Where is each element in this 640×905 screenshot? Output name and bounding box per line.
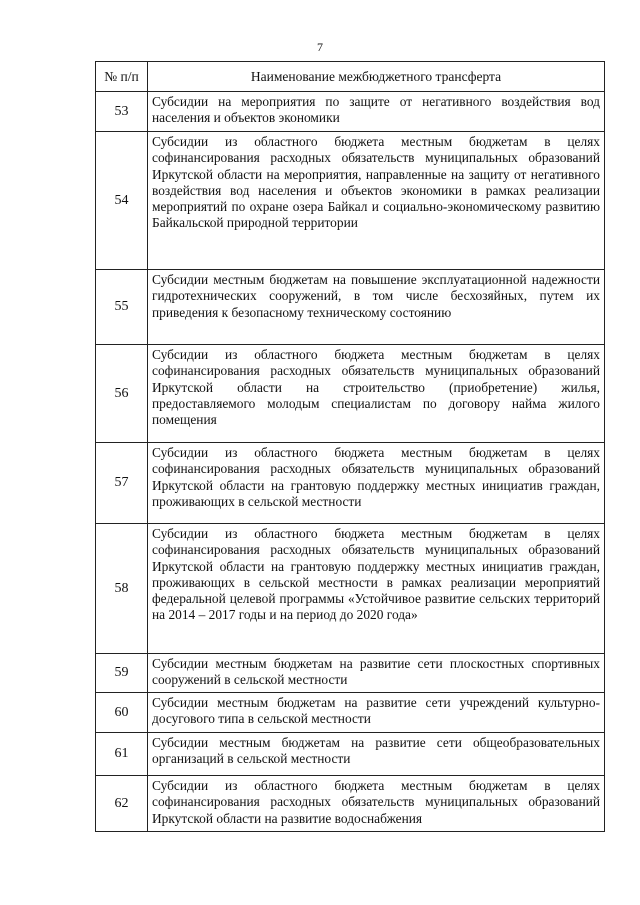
- row-number: 60: [96, 693, 148, 733]
- transfer-name: Субсидии местным бюджетам на повышение эксплуатационной надежности гидротехнических сооружений, в том числе бесхозяйных, путем их приведения к безопасному техническому состоянию: [148, 270, 605, 345]
- row-number: 55: [96, 270, 148, 345]
- transfer-name: Субсидии из областного бюджета местным бюджетам в целях софинансирования расходных обязательств муниципальных образований Иркутской области на мероприятия, направленные на защиту от негативного воздействия вод населения и объектов экономики в рамках реализации мероприятий по охране озера Байкал и социально-экономическому развитию Байкальской природной территории: [148, 132, 605, 270]
- table-row: [96, 270, 605, 345]
- table-row: [96, 132, 605, 270]
- row-number: 58: [96, 524, 148, 654]
- transfer-name: Субсидии местным бюджетам на развитие сети плоскостных спортивных сооружений в сельской местности: [148, 654, 605, 693]
- table-row: [96, 345, 605, 443]
- row-number: 59: [96, 654, 148, 693]
- transfers-table: [95, 61, 605, 832]
- transfer-name: Субсидии из областного бюджета местным бюджетам в целях софинансирования расходных обязательств муниципальных образований Иркутской области на грантовую поддержку местных инициатив граждан, проживающих в сельской местности в рамках реализации мероприятий федеральной целевой программы «Устойчивое развитие сельских территорий на 2014 – 2017 годы и на период до 2020 года»: [148, 524, 605, 654]
- table-row: [96, 733, 605, 776]
- transfer-name: Субсидии из областного бюджета местным бюджетам в целях софинансирования расходных обязательств муниципальных образований Иркутской области на грантовую поддержку местных инициатив граждан, проживающих в сельской местности: [148, 443, 605, 524]
- table-header-row: [96, 62, 605, 92]
- transfer-name: Субсидии из областного бюджета местным бюджетам в целях софинансирования расходных обязательств муниципальных образований Иркутской области на строительство (приобретение) жилья, предоставляемого молодым специалистам по договору найма жилого помещения: [148, 345, 605, 443]
- table-row: [96, 693, 605, 733]
- header-name: Наименование межбюджетного трансферта: [148, 62, 605, 92]
- row-number: 54: [96, 132, 148, 270]
- page-number: 7: [317, 40, 323, 54]
- transfer-name: Субсидии местным бюджетам на развитие сети общеобразовательных организаций в сельской местности: [148, 733, 605, 776]
- table-row: [96, 524, 605, 654]
- table-row: [96, 443, 605, 524]
- row-number: 57: [96, 443, 148, 524]
- transfer-name: Субсидии местным бюджетам на развитие сети учреждений культурно-досугового типа в сельской местности: [148, 693, 605, 733]
- row-number: 62: [96, 776, 148, 832]
- transfer-name: Субсидии из областного бюджета местным бюджетам в целях софинансирования расходных обязательств муниципальных образований Иркутской области на развитие водоснабжения: [148, 776, 605, 832]
- row-number: 56: [96, 345, 148, 443]
- table-row: [96, 776, 605, 832]
- header-number: № п/п: [96, 62, 148, 92]
- table-row: [96, 654, 605, 693]
- row-number: 53: [96, 92, 148, 132]
- table-row: [96, 92, 605, 132]
- row-number: 61: [96, 733, 148, 776]
- transfer-name: Субсидии на мероприятия по защите от негативного воздействия вод населения и объектов экономики: [148, 92, 605, 132]
